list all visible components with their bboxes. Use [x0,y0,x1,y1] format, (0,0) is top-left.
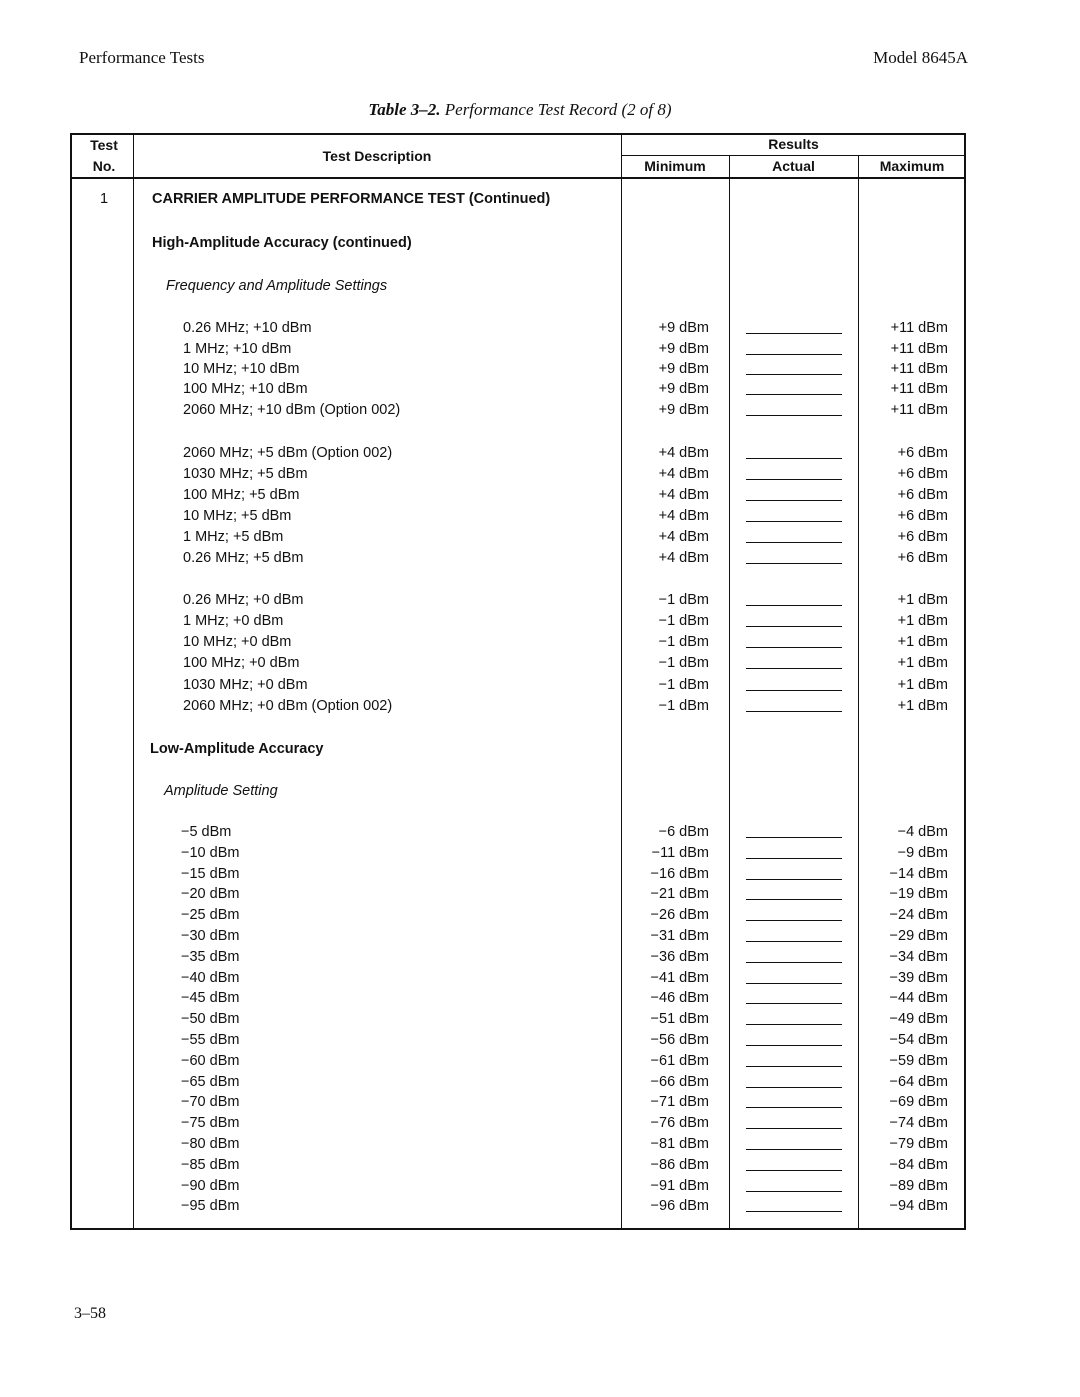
actual-entry-blank[interactable] [746,1107,842,1108]
actual-entry-blank[interactable] [746,983,842,984]
actual-entry-blank[interactable] [746,1211,842,1212]
actual-entry-blank[interactable] [746,899,842,900]
page-number: 3–58 [74,1305,106,1322]
row-description: 1 MHz; +10 dBm [183,341,292,357]
row-maximum: −34 dBm [889,948,948,965]
actual-entry-blank[interactable] [746,1024,842,1025]
table-caption [0,100,1040,120]
actual-entry-blank[interactable] [746,858,842,859]
header-bottom-rule [70,177,966,179]
row-minimum: −1 dBm [658,592,709,608]
row-minimum: −41 dBm [650,969,709,986]
row-description: 1030 MHz; +5 dBm [183,466,308,482]
row-maximum: −39 dBm [889,969,948,986]
actual-entry-blank[interactable] [746,354,842,355]
col-divider-actual [858,156,859,1230]
row-minimum: −96 dBm [650,1198,709,1215]
row-minimum: −1 dBm [658,655,709,671]
row-description: 1030 MHz; +0 dBm [183,677,308,693]
actual-entry-blank[interactable] [746,1149,842,1150]
row-description: 100 MHz; +5 dBm [183,487,300,503]
header-test-description: Test Description [322,148,432,164]
row-maximum: −69 dBm [889,1094,948,1111]
actual-entry-blank[interactable] [746,1191,842,1192]
row-minimum: −16 dBm [650,865,709,882]
row-description: 2060 MHz; +5 dBm (Option 002) [183,445,393,461]
low-amplitude-subtitle: Amplitude Setting [164,783,278,799]
row-description: 10 MHz; +0 dBm [183,634,292,650]
row-minimum: −1 dBm [658,634,709,650]
row-description: −70 dBm [181,1094,240,1111]
header-no: No. [92,158,116,174]
actual-entry-blank[interactable] [746,1087,842,1088]
table-caption-label: Table 3–2. [368,100,441,119]
row-maximum: −64 dBm [889,1073,948,1090]
actual-entry-blank[interactable] [746,941,842,942]
row-minimum: +9 dBm [658,361,709,377]
row-maximum: +1 dBm [897,592,948,608]
header-minimum: Minimum [644,158,706,174]
actual-entry-blank[interactable] [746,1045,842,1046]
row-minimum: +9 dBm [658,341,709,357]
row-minimum: −56 dBm [650,1032,709,1048]
row-minimum: +4 dBm [658,529,709,545]
results-header-divider [621,155,966,156]
row-maximum: −24 dBm [889,907,948,924]
actual-entry-blank[interactable] [746,626,842,627]
row-minimum: +9 dBm [658,402,709,418]
actual-entry-blank[interactable] [746,1003,842,1004]
actual-entry-blank[interactable] [746,962,842,963]
row-minimum: −31 dBm [650,928,709,944]
row-maximum: +6 dBm [897,466,948,482]
row-minimum: −86 dBm [650,1156,709,1173]
actual-entry-blank[interactable] [746,1128,842,1129]
row-minimum: −91 dBm [650,1177,709,1194]
row-minimum: −81 dBm [650,1136,709,1152]
row-maximum: +6 dBm [897,487,948,503]
actual-entry-blank[interactable] [746,500,842,501]
row-minimum: +9 dBm [658,381,709,397]
row-description: −15 dBm [181,865,240,882]
row-minimum: −1 dBm [658,613,709,629]
row-maximum: −59 dBm [889,1052,948,1069]
row-minimum: −1 dBm [658,698,709,714]
actual-entry-blank[interactable] [746,542,842,543]
row-minimum: −11 dBm [651,844,709,861]
header-results: Results [768,136,819,152]
row-maximum: −84 dBm [889,1156,948,1173]
row-minimum: +4 dBm [658,445,709,461]
row-description: −85 dBm [181,1156,240,1173]
row-description: −50 dBm [181,1011,240,1028]
row-minimum: −36 dBm [650,948,709,965]
row-description: −35 dBm [181,948,240,965]
actual-entry-blank[interactable] [746,668,842,669]
row-maximum: +1 dBm [897,655,948,671]
actual-entry-blank[interactable] [746,605,842,606]
row-description: −65 dBm [181,1073,240,1090]
row-maximum: −49 dBm [889,1011,948,1028]
actual-entry-blank[interactable] [746,711,842,712]
row-minimum: −1 dBm [658,677,709,693]
section-title: CARRIER AMPLITUDE PERFORMANCE TEST (Continued) [152,191,551,207]
row-maximum: −9 dBm [897,844,948,861]
actual-entry-blank[interactable] [746,1066,842,1067]
row-description: −55 dBm [181,1032,240,1048]
row-description: 10 MHz; +5 dBm [183,508,292,524]
header-maximum: Maximum [879,158,945,174]
col-divider-test-no [133,133,134,1230]
row-minimum: −26 dBm [650,907,709,924]
row-minimum: −46 dBm [650,990,709,1007]
running-header-section: Performance Tests [79,48,205,67]
row-maximum: −4 dBm [897,824,948,840]
table-caption-title: Performance Test Record (2 of 8) [444,100,672,119]
row-maximum: +1 dBm [897,698,948,714]
row-maximum: +6 dBm [897,529,948,545]
row-minimum: +4 dBm [658,550,709,566]
row-maximum: +1 dBm [897,677,948,693]
actual-entry-blank[interactable] [746,458,842,459]
row-maximum: −44 dBm [889,990,948,1007]
actual-entry-blank[interactable] [746,415,842,416]
row-maximum: +11 dBm [890,361,948,377]
row-description: 2060 MHz; +0 dBm (Option 002) [183,698,393,714]
actual-entry-blank[interactable] [746,837,842,838]
row-description: 10 MHz; +10 dBm [183,361,300,377]
row-maximum: −74 dBm [889,1115,948,1132]
row-description: −5 dBm [181,824,232,840]
row-description: 0.26 MHz; +10 dBm [183,320,312,336]
high-amplitude-title: High-Amplitude Accuracy (continued) [152,235,412,251]
row-minimum: −76 dBm [650,1115,709,1132]
row-description: −90 dBm [181,1177,240,1194]
row-minimum: −61 dBm [650,1052,709,1069]
row-maximum: −29 dBm [889,928,948,944]
row-minimum: −6 dBm [658,824,709,840]
row-minimum: +9 dBm [658,320,709,336]
test-number: 1 [100,191,109,207]
actual-entry-blank[interactable] [746,879,842,880]
row-description: −95 dBm [181,1198,240,1215]
row-description: −20 dBm [181,886,240,903]
row-maximum: +6 dBm [897,445,948,461]
col-divider-description [621,133,622,1230]
actual-entry-blank[interactable] [746,394,842,395]
col-divider-minimum [729,156,730,1230]
row-description: −40 dBm [181,969,240,986]
row-description: 100 MHz; +0 dBm [183,655,300,671]
row-maximum: +6 dBm [897,508,948,524]
row-maximum: −54 dBm [889,1032,948,1048]
row-minimum: +4 dBm [658,487,709,503]
actual-entry-blank[interactable] [746,333,842,334]
actual-entry-blank[interactable] [746,521,842,522]
actual-entry-blank[interactable] [746,479,842,480]
row-description: −75 dBm [181,1115,240,1132]
row-description: 0.26 MHz; +0 dBm [183,592,304,608]
row-description: 2060 MHz; +10 dBm (Option 002) [183,402,401,418]
row-maximum: +1 dBm [897,634,948,650]
actual-entry-blank[interactable] [746,920,842,921]
row-maximum: −14 dBm [889,865,948,882]
row-description: −45 dBm [181,990,240,1007]
actual-entry-blank[interactable] [746,690,842,691]
header-test: Test [90,137,118,153]
row-minimum: +4 dBm [658,508,709,524]
actual-entry-blank[interactable] [746,1170,842,1171]
row-minimum: −71 dBm [650,1094,709,1111]
row-maximum: −94 dBm [889,1198,948,1215]
row-description: −10 dBm [181,844,240,861]
running-header-model: Model 8645A [873,48,968,67]
row-minimum: −21 dBm [650,886,709,903]
row-maximum: +6 dBm [897,550,948,566]
row-description: −60 dBm [181,1052,240,1069]
row-description: 1 MHz; +0 dBm [183,613,284,629]
actual-entry-blank[interactable] [746,374,842,375]
row-description: 0.26 MHz; +5 dBm [183,550,304,566]
row-description: −80 dBm [181,1136,240,1152]
low-amplitude-title: Low-Amplitude Accuracy [150,741,324,757]
row-maximum: +11 dBm [890,341,948,357]
row-maximum: +11 dBm [890,381,948,397]
high-amplitude-subtitle: Frequency and Amplitude Settings [166,278,388,294]
row-minimum: −66 dBm [650,1073,709,1090]
row-maximum: −79 dBm [889,1136,948,1152]
actual-entry-blank[interactable] [746,563,842,564]
row-minimum: −51 dBm [650,1011,709,1028]
row-maximum: −19 dBm [889,886,948,903]
row-maximum: +11 dBm [890,402,948,418]
row-description: −30 dBm [181,928,240,944]
row-description: 100 MHz; +10 dBm [183,381,308,397]
row-maximum: +1 dBm [897,613,948,629]
row-minimum: +4 dBm [658,466,709,482]
row-description: 1 MHz; +5 dBm [183,529,284,545]
row-description: −25 dBm [181,907,240,924]
row-maximum: +11 dBm [890,320,948,336]
row-maximum: −89 dBm [889,1177,948,1194]
header-actual: Actual [772,158,815,174]
actual-entry-blank[interactable] [746,647,842,648]
